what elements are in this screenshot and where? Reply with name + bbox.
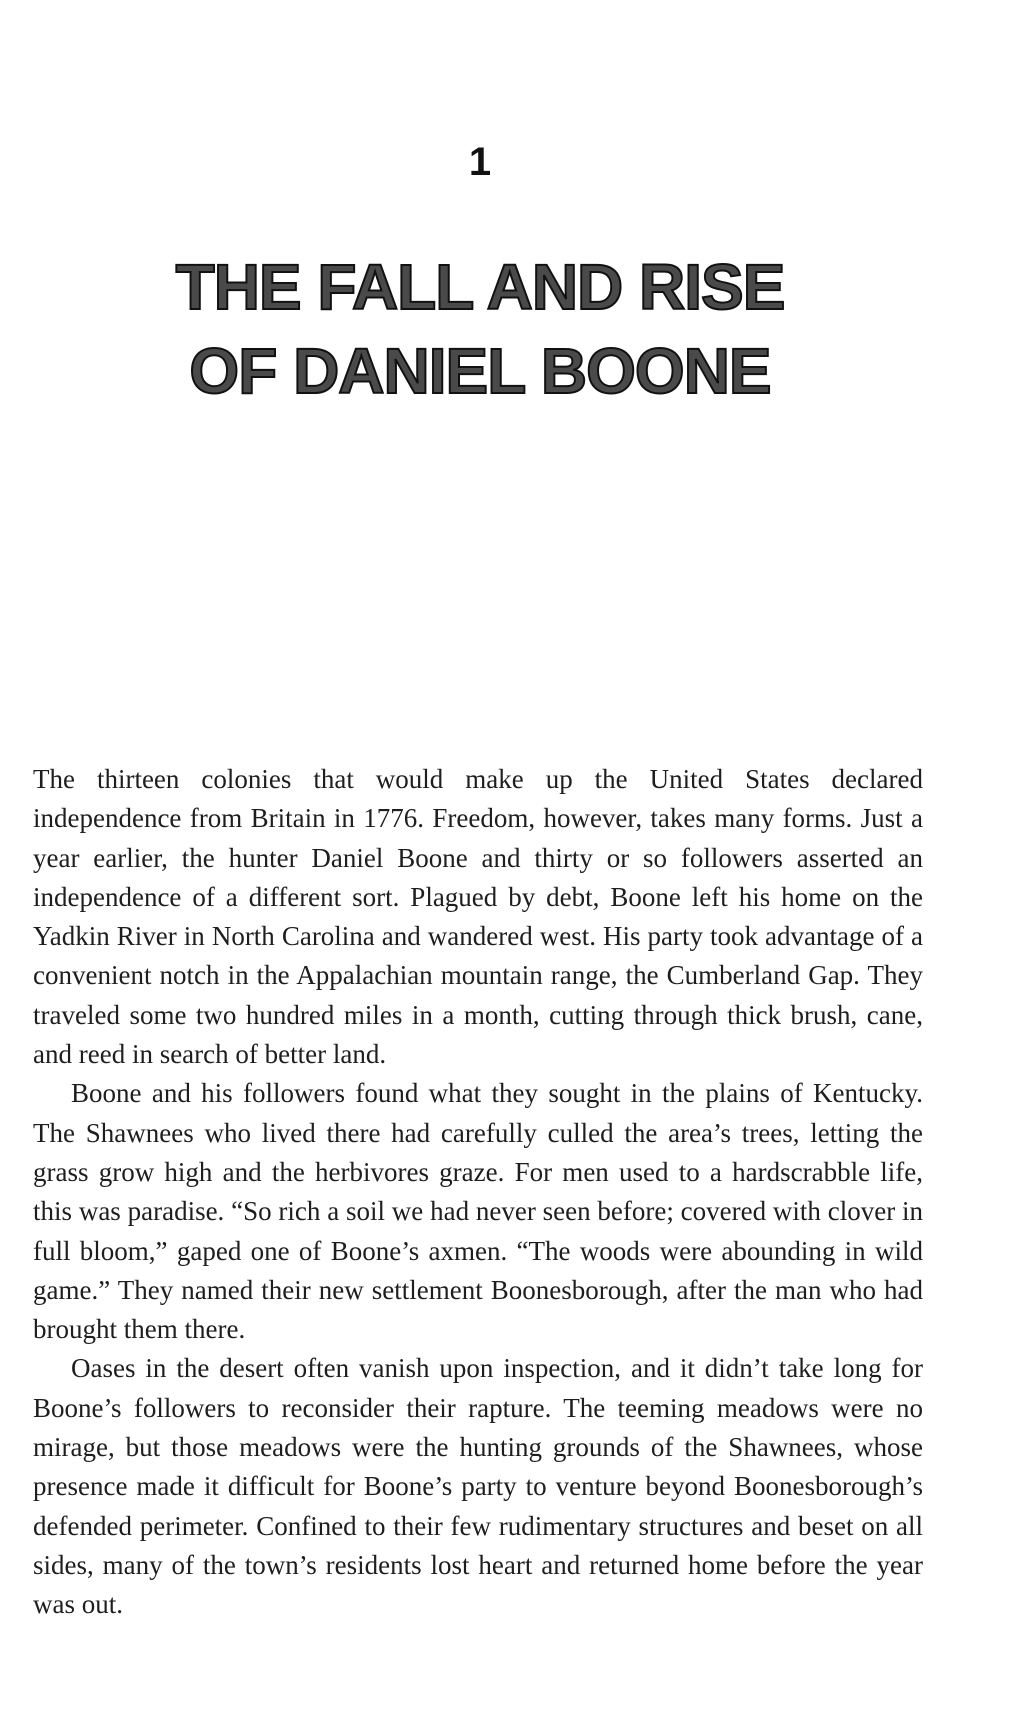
chapter-body (33, 760, 923, 1625)
chapter-title-line-1: THE FALL AND RISE (175, 251, 785, 323)
chapter-title (0, 245, 960, 413)
paragraph-1: The thirteen colonies that would make up the United States declared independence from Britain in 1776. Freedom, however, takes many forms. Just a year earlier, the hunter Daniel Boone and thirty or so followers asserted an independence of a different sort. Plagued by debt, Boone left his home on the Yadkin River in North Carolina and wandered west. His party took advantage of a convenient notch in the Appalachian mountain range, the Cumberland Gap. They traveled some two hundred miles in a month, cutting through thick brush, cane, and reed in search of better land. (33, 764, 923, 1070)
chapter-number: 1 (468, 140, 492, 184)
chapter-title-line-2: OF DANIEL BOONE (189, 335, 771, 407)
paragraph-3: Oases in the desert often vanish upon inspection, and it didn’t take long for Boone’s followers to reconsider their rapture. The teeming meadows were no mirage, but those meadows were the hunting grounds of the Shawnees, whose presence made it difficult for Boone’s party to venture beyond Boonesborough’s defended perimeter. Confined to their few rudimentary structures and beset on all sides, many of the town’s residents lost heart and returned home before the year was out. (33, 1353, 923, 1620)
paragraph-2: Boone and his followers found what they sought in the plains of Kentucky. The Shawnees who lived there had carefully culled the area’s trees, letting the grass grow high and the herbivores graze. For men used to a hardscrabble life, this was paradise. “So rich a soil we had never seen before; covered with clover in full bloom,” gaped one of Boone’s axmen. “The woods were abounding in wild game.” They named their new settlement Boonesborough, after the man who had brought them there. (33, 1078, 923, 1345)
